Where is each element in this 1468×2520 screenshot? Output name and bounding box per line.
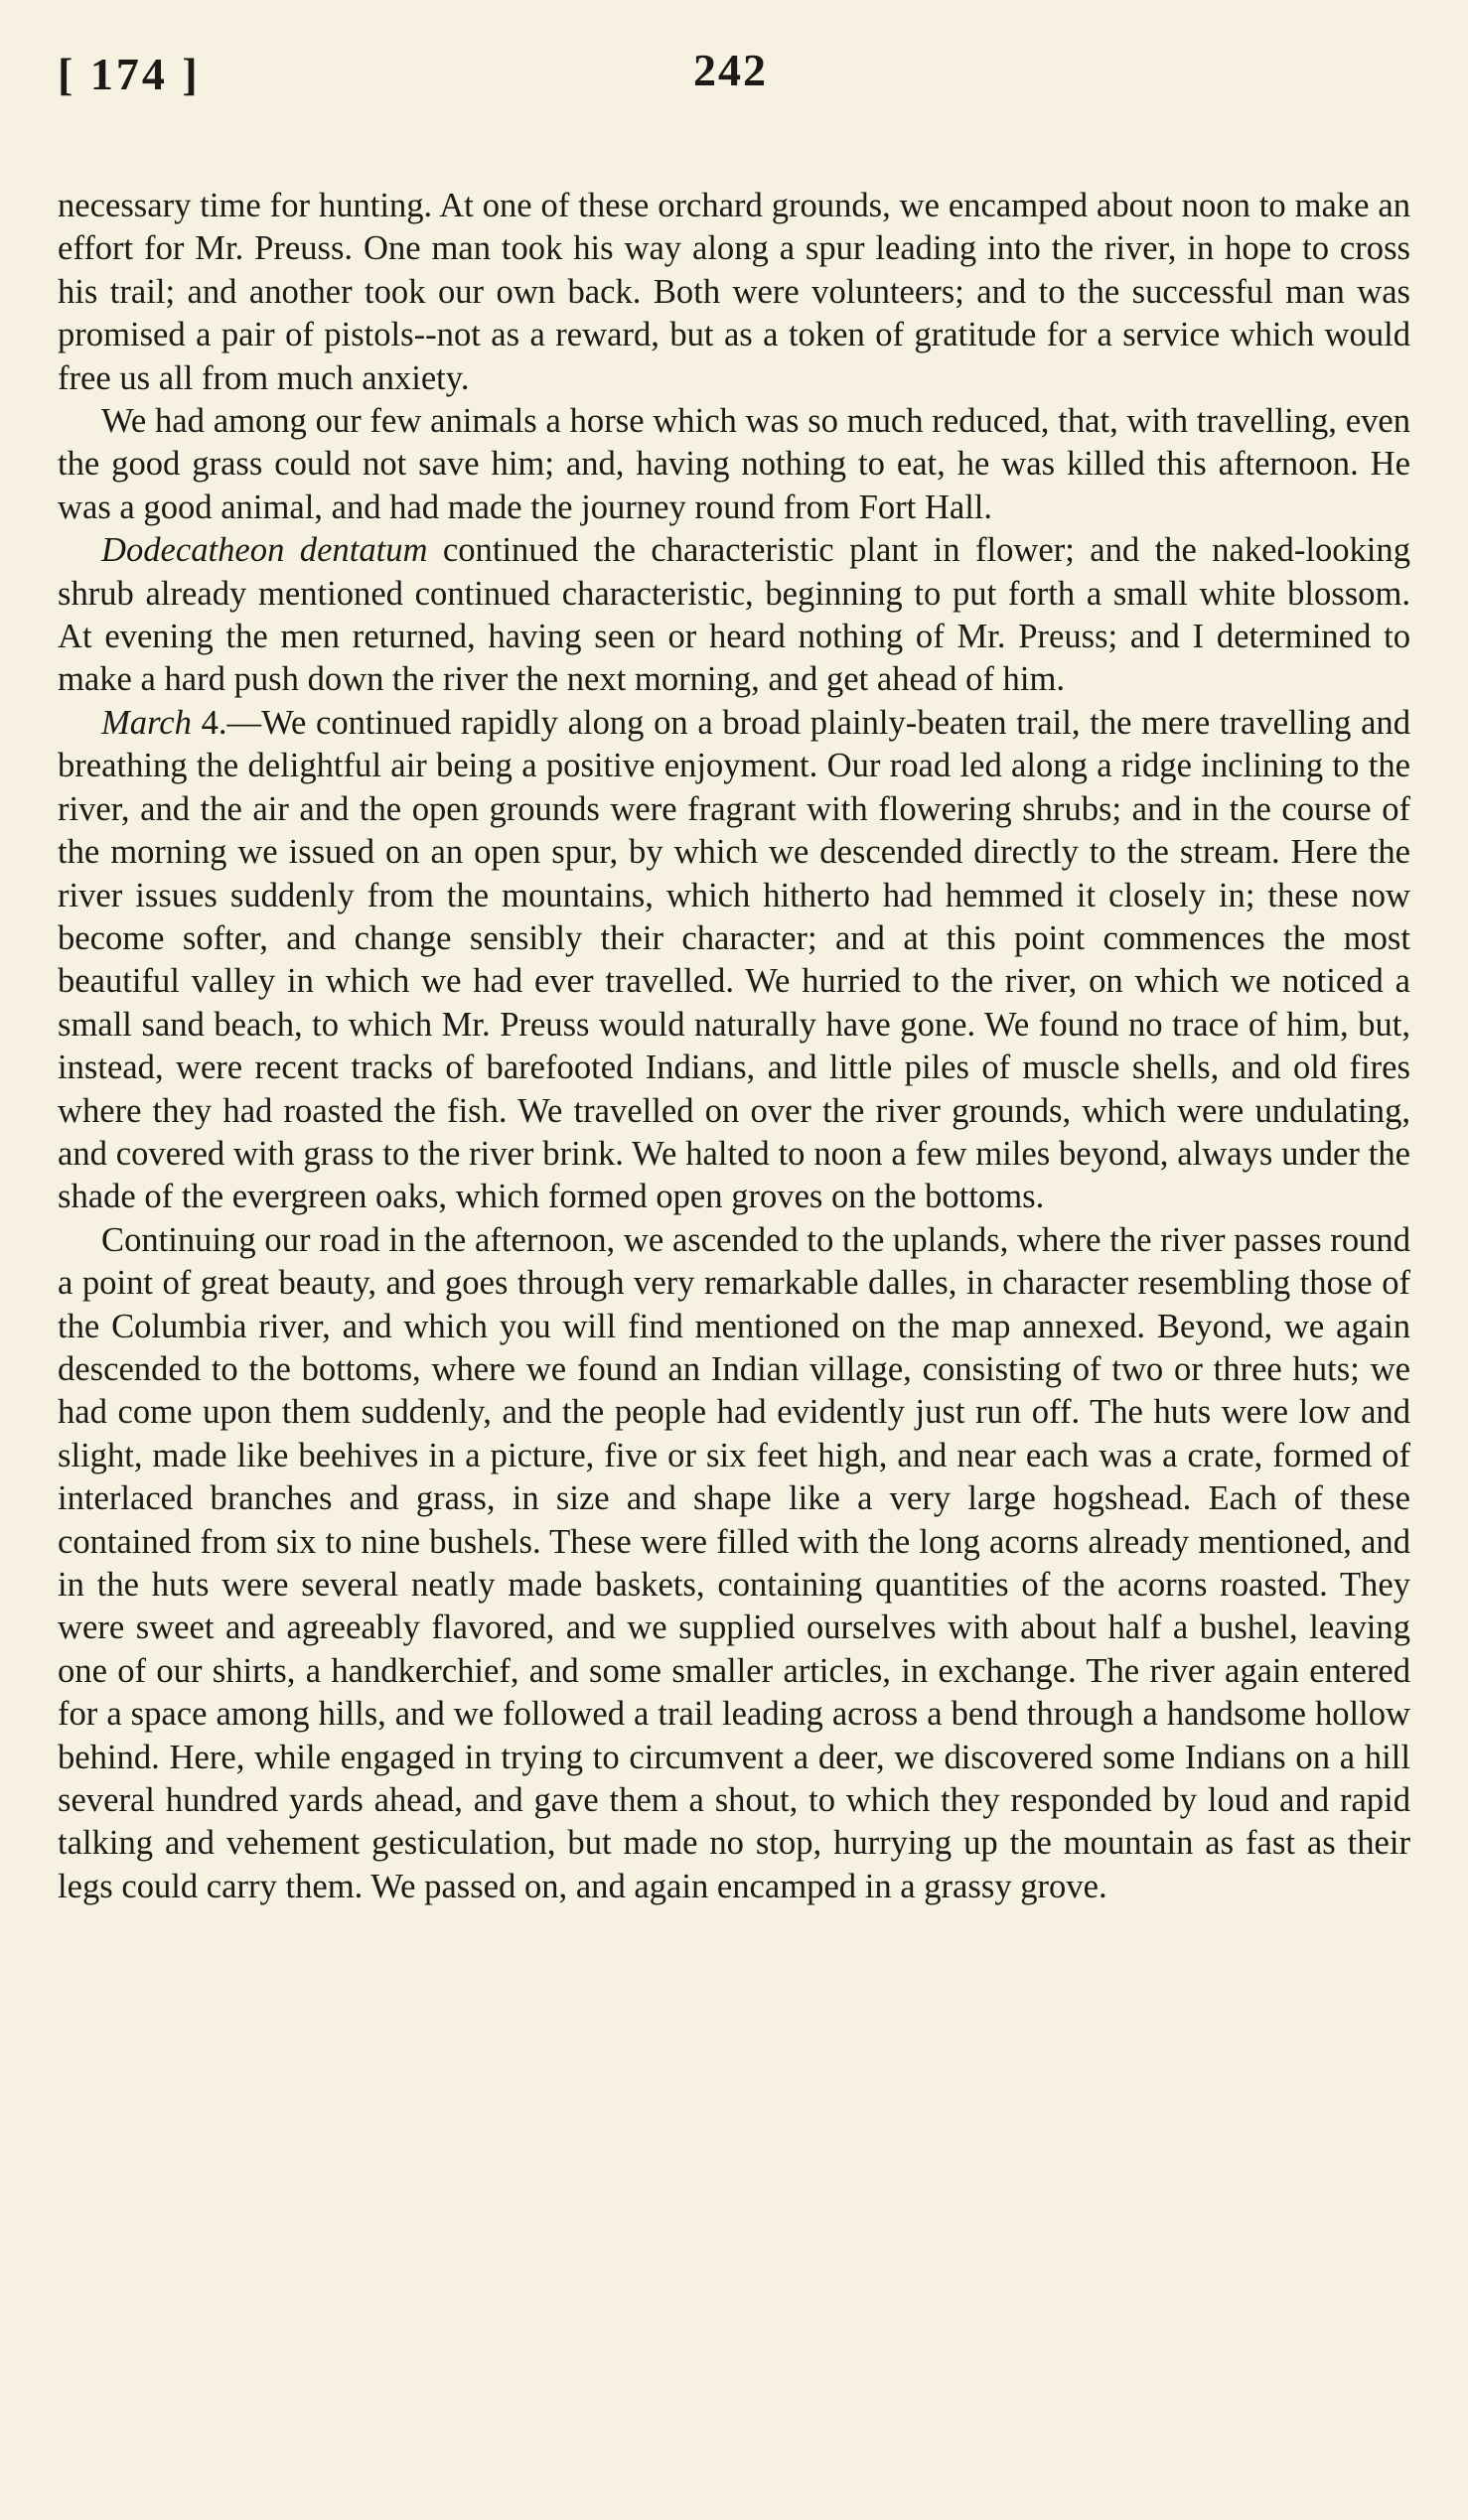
paragraph-text: 4.—We continued rapidly along on a broad plainly-beaten trail, the mere travelling and breathing the delightful air being a positive enjoyment. Our road led along a ridge inclining to the river, and the air and the open grounds were fragrant with flowering shrubs; and in the course of the morning we issued on an open spur, by which we descended directly to the stream. Here the river issues suddenly from the mountains, which hitherto had hemmed it closely in; these now become softer, and change sensibly their character; and at this point commences the most beautiful valley in which we had ever travelled. We hurried to the river, on which we noticed a small sand beach, to which Mr. Preuss would naturally have gone. We found no trace of him, but, instead, were recent tracks of barefooted Indians, and little piles of muscle shells, and old fires where they had roasted the fish. We travelled on over the river grounds, which were undulating, and covered with grass to the river brink. We halted to noon a few miles beyond, always under the shade of the evergreen oaks, which formed open groves on the bottoms.	[58, 703, 1410, 1216]
body-text	[58, 185, 1410, 1908]
paragraph	[58, 1219, 1410, 1909]
paragraph	[58, 529, 1410, 702]
paragraph	[58, 702, 1410, 1219]
bracketed-page-number: [ 174 ]	[58, 49, 201, 99]
book-page	[58, 40, 1410, 1908]
paragraph	[58, 185, 1410, 400]
paragraph-lead: March	[101, 703, 192, 742]
paragraph-lead: Dodecatheon dentatum	[101, 531, 428, 570]
paragraph-text: We had among our few animals a horse which was so much reduced, that, with travelling, even the good grass could not save him; and, having nothing to eat, he was killed this afternoon. He was a good animal, and had made the journey round from Fort Hall.	[58, 402, 1410, 526]
paragraph	[58, 400, 1410, 529]
page-number: 242	[693, 45, 768, 95]
running-head	[58, 40, 1410, 119]
paragraph-text: necessary time for hunting. At one of these orchard grounds, we encamped about noon to make an effort for Mr. Preuss. One man took his way along a spur leading into the river, in hope to cross his trail; and another took our own back. Both were volunteers; and to the successful man was promised a pair of pistols--not as a reward, but as a token of gratitude for a service which would free us all from much anxiety.	[58, 187, 1410, 397]
paragraph-text: Continuing our road in the afternoon, we ascended to the uplands, where the river passes round a point of great beauty, and goes through very remarkable dalles, in character resembling those of the Columbia river, and which you will find mentioned on the map annexed. Beyond, we again descended to the bottoms, where we found an Indian village, consisting of two or three huts; we had come upon them suddenly, and the people had evidently just run off. The huts were low and slight, made like beehives in a picture, five or six feet high, and near each was a crate, formed of interlaced branches and grass, in size and shape like a very large hogshead. Each of these contained from six to nine bushels. These were filled with the long acorns already mentioned, and in the huts were several neatly made baskets, containing quantities of the acorns roasted. They were sweet and agreeably flavored, and we supplied ourselves with about half a bushel, leaving one of our shirts, a handkerchief, and some smaller articles, in exchange. The river again entered for a space among hills, and we followed a trail leading across a bend through a handsome hollow behind. Here, while engaged in trying to circumvent a deer, we discovered some Indians on a hill several hundred yards ahead, and gave them a shout, to which they responded by loud and rapid talking and vehement gesticulation, but made no stop, hurrying up the mountain as fast as their legs could carry them. We passed on, and again encamped in a grassy grove.	[58, 1220, 1410, 1905]
paragraph-text: continued the characteristic plant in flower; and the naked-looking shrub already mentioned continued characteristic, beginning to put forth a small white blossom. At evening the men returned, having seen or heard nothing of Mr. Preuss; and I determined to make a hard push down the river the next morning, and get ahead of him.	[58, 531, 1410, 699]
